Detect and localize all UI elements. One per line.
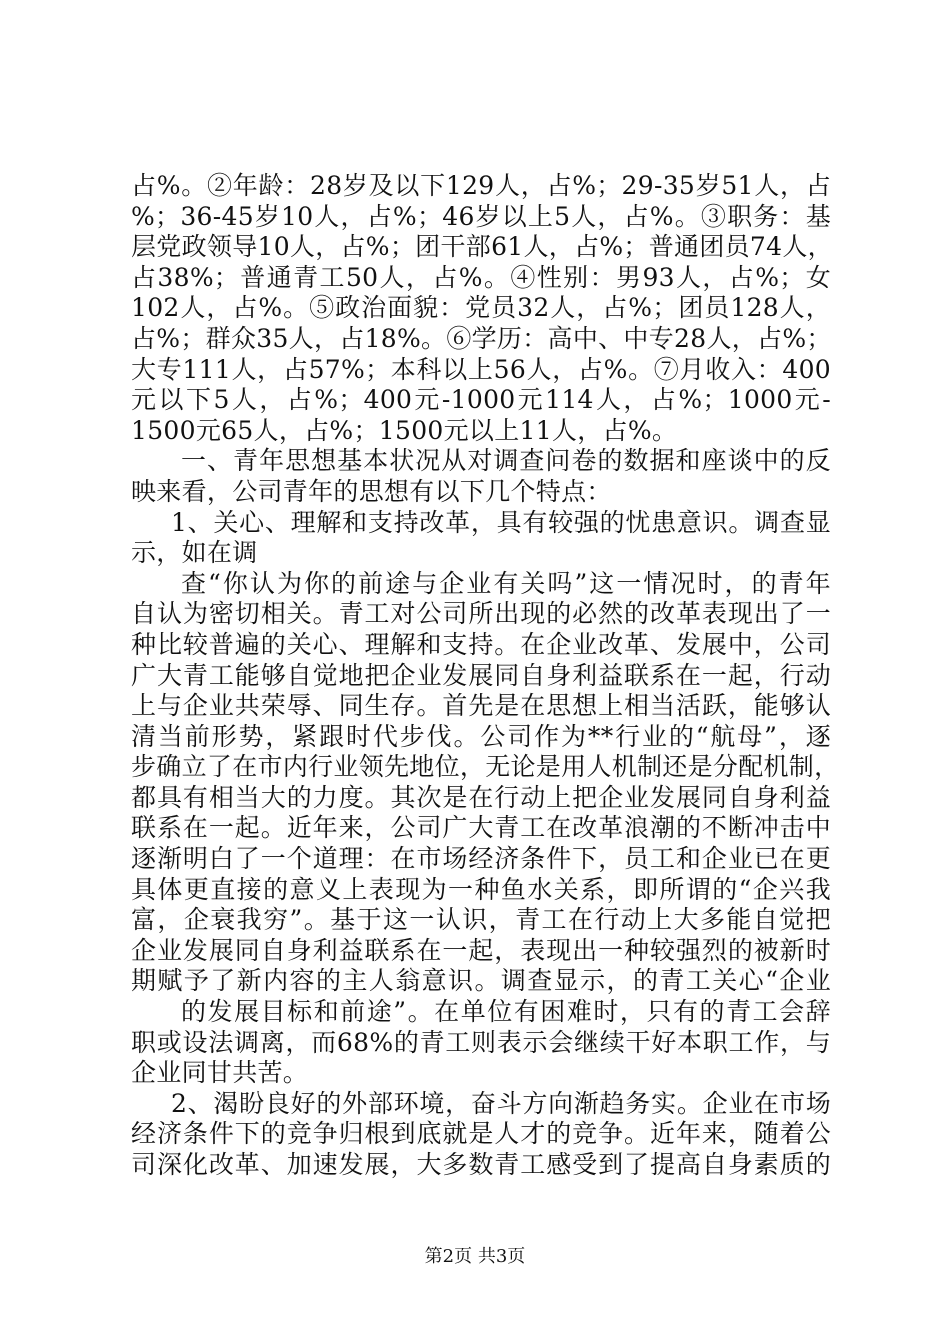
text-line: 占38%；普通青工50人，占%。④性别：男93人，占%；女 — [131, 262, 831, 292]
text-line: 上与企业共荣辱、同生存。首先是在思想上相当活跃，能够认 — [131, 691, 831, 721]
text-line: 示，如在调 — [131, 538, 258, 568]
subheading-line: 2、渴盼良好的外部环境，奋斗方向渐趋务实。企业在市场 — [171, 1088, 831, 1118]
text-line: 层党政领导10人，占%；团干部61人，占%；普通团员74人， — [131, 232, 833, 262]
section-heading-line: 一、青年思想基本状况从对调查问卷的数据和座谈中的反 — [181, 446, 831, 476]
text-line: 具体更直接的意义上表现为一种鱼水关系，即所谓的“企兴我 — [131, 874, 831, 904]
text-line: 映来看，公司青年的思想有以下几个特点： — [131, 476, 612, 506]
text-line: 种比较普遍的关心、理解和支持。在企业改革、发展中，公司 — [131, 629, 831, 659]
text-line: 职或设法调离，而68%的青工则表示会继续干好本职工作，与 — [131, 1027, 831, 1057]
text-line: 逐渐明白了一个道理：在市场经济条件下，员工和企业已在更 — [131, 844, 831, 874]
text-line: %；36-45岁10人，占%；46岁以上5人，占%。③职务：基 — [131, 201, 831, 231]
text-line: 的发展目标和前途”。在单位有困难时，只有的青工会辞 — [181, 997, 831, 1027]
text-line: 占%；群众35人，占18%。⑥学历：高中、中专28人，占%； — [131, 323, 832, 353]
text-line: 广大青工能够自觉地把企业发展同自身利益联系在一起，行动 — [131, 660, 831, 690]
text-line: 元以下5人，占%；400元-1000元114人，占%；1000元- — [131, 385, 831, 415]
text-line: 企业同甘共苦。 — [131, 1058, 309, 1088]
text-line: 查“你认为你的前途与企业有关吗”这一情况时，的青年 — [181, 568, 831, 598]
document-body — [131, 171, 840, 1181]
text-line: 大专111人，占57%；本科以上56人，占%。⑦月收入：400 — [131, 354, 831, 384]
text-line: 期赋予了新内容的主人翁意识。调查显示，的青工关心“企业 — [131, 966, 831, 996]
text-line: 102人，占%。⑤政治面貌：党员32人，占%；团员128人， — [131, 293, 831, 323]
text-line: 占%。②年龄：28岁及以下129人，占%；29-35岁51人，占 — [131, 171, 831, 200]
text-line: 企业发展同自身利益联系在一起，表现出一种较强烈的被新时 — [131, 935, 831, 965]
text-line: 司深化改革、加速发展，大多数青工感受到了提高自身素质的 — [131, 1150, 831, 1179]
subheading-line: 1、关心、理解和支持改革，具有较强的忧患意识。调查显 — [171, 507, 831, 537]
text-line: 联系在一起。近年来，公司广大青工在改革浪潮的不断冲击中 — [131, 813, 831, 843]
text-line: 1500元65人，占%；1500元以上11人，占%。 — [131, 415, 678, 445]
text-line: 步确立了在市内行业领先地位，无论是用人机制还是分配机制， — [131, 752, 840, 782]
text-line: 都具有相当大的力度。其次是在行动上把企业发展同自身利益 — [131, 782, 831, 812]
page-footer — [0, 1245, 950, 1269]
text-line: 富，企衰我穷”。基于这一认识，青工在行动上大多能自觉把 — [131, 905, 831, 935]
text-line: 经济条件下的竞争归根到底就是人才的竞争。近年来，随着公 — [131, 1119, 831, 1149]
page-number: 第2页 共3页 — [424, 1246, 526, 1267]
text-line: 清当前形势，紧跟时代步伐。公司作为**行业的“航母”，逐 — [131, 721, 831, 751]
text-line: 自认为密切相关。青工对公司所出现的必然的改革表现出了一 — [131, 599, 831, 629]
